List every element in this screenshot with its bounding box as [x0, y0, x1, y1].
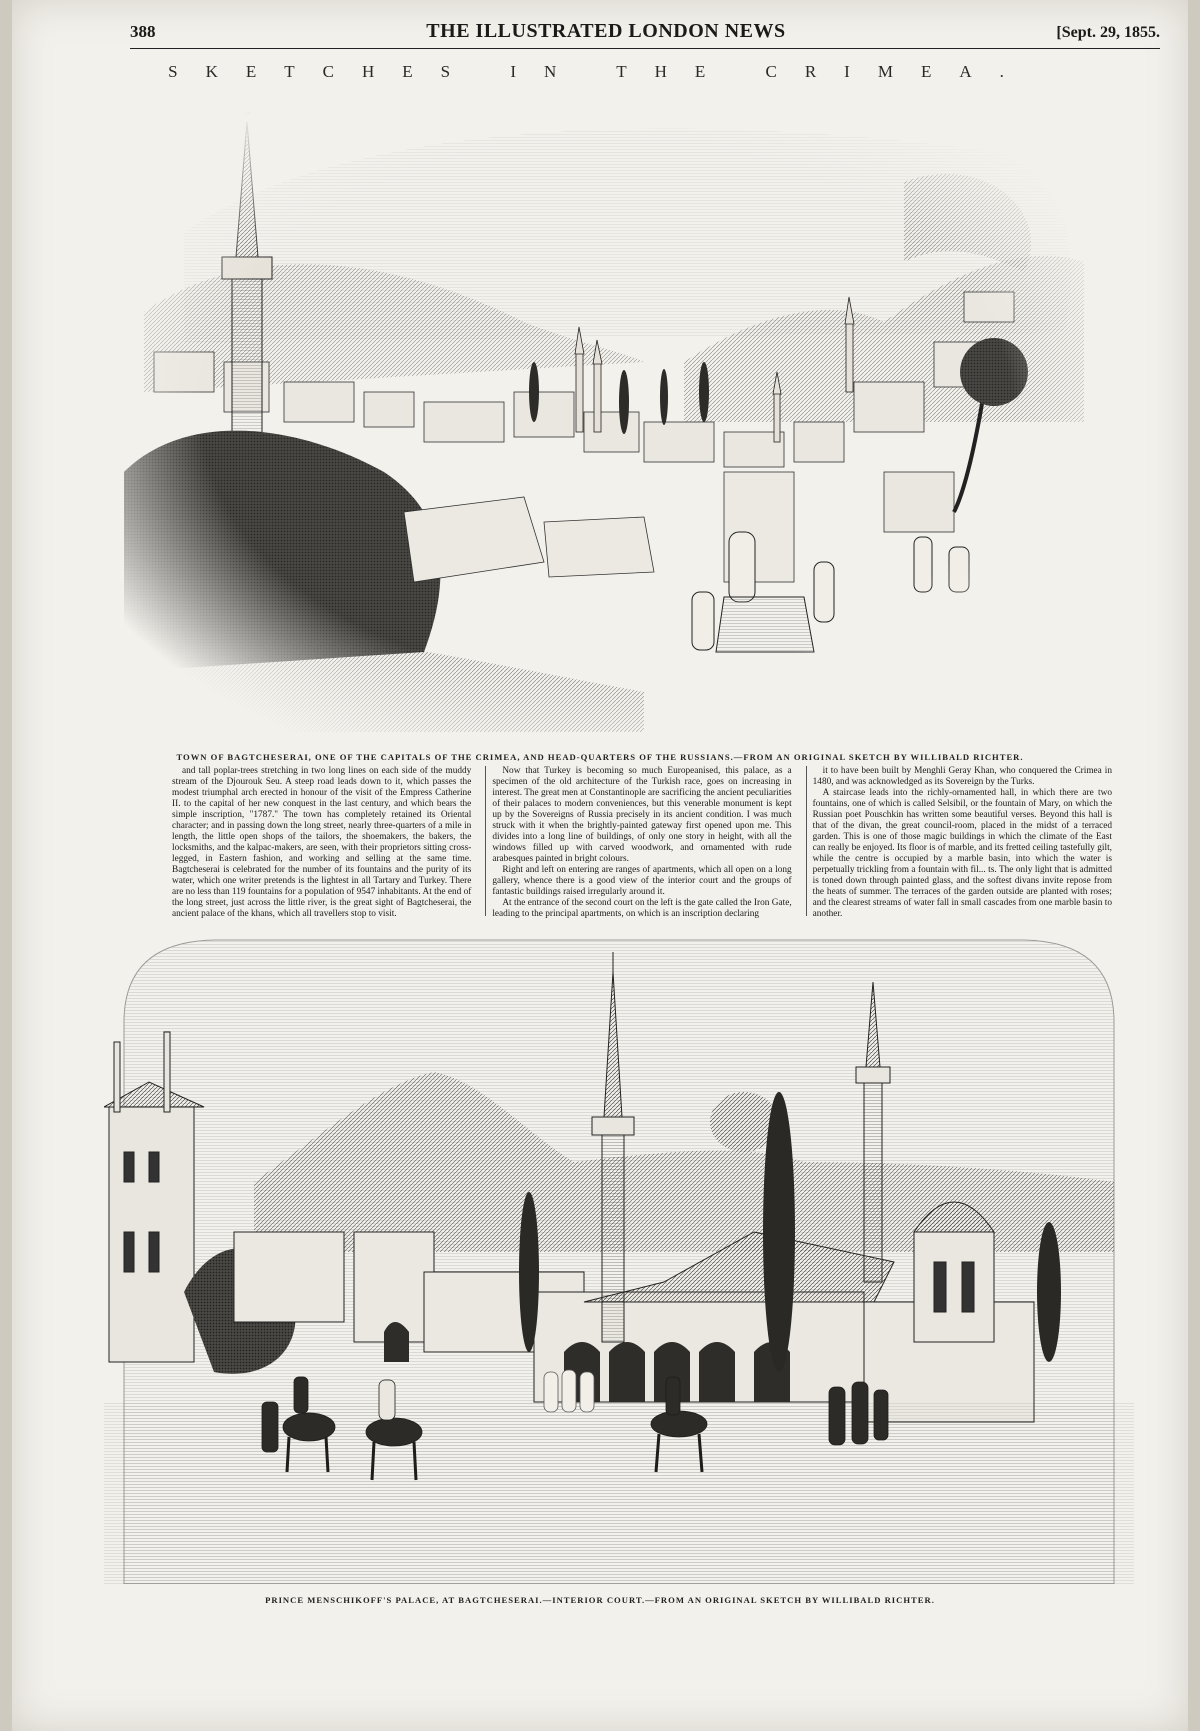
section-title: SKETCHES IN THE CRIMEA.: [168, 62, 1032, 81]
newspaper-page: [12, 0, 1188, 1731]
article-column-2: [485, 766, 792, 919]
masthead: [130, 20, 1160, 46]
engraving-town-view: [124, 92, 1090, 732]
article-paragraph: At the entrance of the second court on the left is the gate called the Iron Gate, leading to the principal apartments, on which is an inscription declaring: [492, 898, 792, 919]
article-column-1: [172, 766, 472, 919]
article-paragraph: and tall poplar-trees stretching in two long lines on each side of the muddy stream of the Djourouk Seu. A steep road leads down to it, which passes the modest triumphal arch erected in honour of the visit of the Empress Catherine II. to the capital of her new conquest in the last century, and which bears the simple inscription, "1787." The town has completely retained its Oriental character; and in passing down the long street, nearly three-quarters of a mile in length, the little open shops of the tailors, the shoemakers, the bakers, the locksmiths, and the kalpac-makers, are seen, with their proprietors sitting cross-legged, in Eastern fashion, and working and selling at the same time. Bagtcheserai is celebrated for the number of its fountains and the purity of its water, which one writer pretends is the lightest in all Tartary and Turkey. There are no less than 119 fountains for a population of 9547 inhabitants. At the end of the long street, just across the little river, is the great sight of Bagtcheserai, the ancient palace of the khans, which all travellers stop to visit.: [172, 766, 472, 919]
masthead-rule: [130, 48, 1160, 49]
article-paragraph: Now that Turkey is becoming so much Europeanised, this palace, as a specimen of the old architecture of the Turkish race, goes on increasing in interest. The great men at Constantinople are sacrificing the ancient peculiarities of their palaces to modern conveniences, but this venerable monument is kept up by the Sovereigns of Russia precisely in its ancient condition. I was much struck with it when the brightly-painted gateway first opened upon me. This divides into a long line of buildings, of only one story in height, with all the windows filled up with carved woodwork, and ornamented with rude arabesques painted in bright colours.: [492, 766, 792, 864]
bottom-engraving-caption: PRINCE MENSCHIKOFF'S PALACE, AT BAGTCHESERAI.—INTERIOR COURT.—FROM AN ORIGINAL SKETCH BY WILLIBALD RICHTER.: [265, 1595, 935, 1605]
article-paragraph: Right and left on entering are ranges of apartments, which all open on a long gallery, whence there is a good view of the interior court and the groups of fantastic buildings raised irregularly around it.: [492, 865, 792, 897]
newspaper-title: THE ILLUSTRATED LONDON NEWS: [426, 20, 786, 42]
page-number: 388: [130, 22, 156, 41]
engraving-palace-court: [104, 932, 1134, 1584]
article-paragraph: it to have been built by Menghli Geray Khan, who conquered the Crimea in 1480, and was acknowledged as its Sovereign by the Turks.: [812, 766, 1112, 787]
article-columns: [172, 766, 1112, 919]
article-column-3: [806, 766, 1112, 919]
issue-date: [Sept. 29, 1855.: [1056, 24, 1160, 41]
top-engraving-caption: TOWN OF BAGTCHESERAI, ONE OF THE CAPITALS OF THE CRIMEA, AND HEAD-QUARTERS OF THE RUSSIANS.—FROM AN ORIGINAL SKETCH BY WILLIBALD RICHTER.: [176, 752, 1024, 762]
article-paragraph: A staircase leads into the richly-ornamented hall, in which there are two fountains, one of which is called Selsibil, or the fountain of Mary, on which the Russian poet Pouschkin has written some beautiful verses. Beyond this hall is that of the divan, the great council-room, placed in the midst of a terraced garden. This is one of those magic buildings in which the climate of the East can really be enjoyed. Its floor is of marble, and its fretted ceiling tastefully gilt, while the centre is occupied by a marble basin, into which the water is perpetually trickling from a fountain with fil... ts. The only light that is admitted is toned down through painted glass, and the softest divans invite repose from the heats of summer. The terraces of the garden outside are planted with roses; and the clearest streams of water fall in small cascades from one marble basin to another.: [812, 788, 1112, 919]
